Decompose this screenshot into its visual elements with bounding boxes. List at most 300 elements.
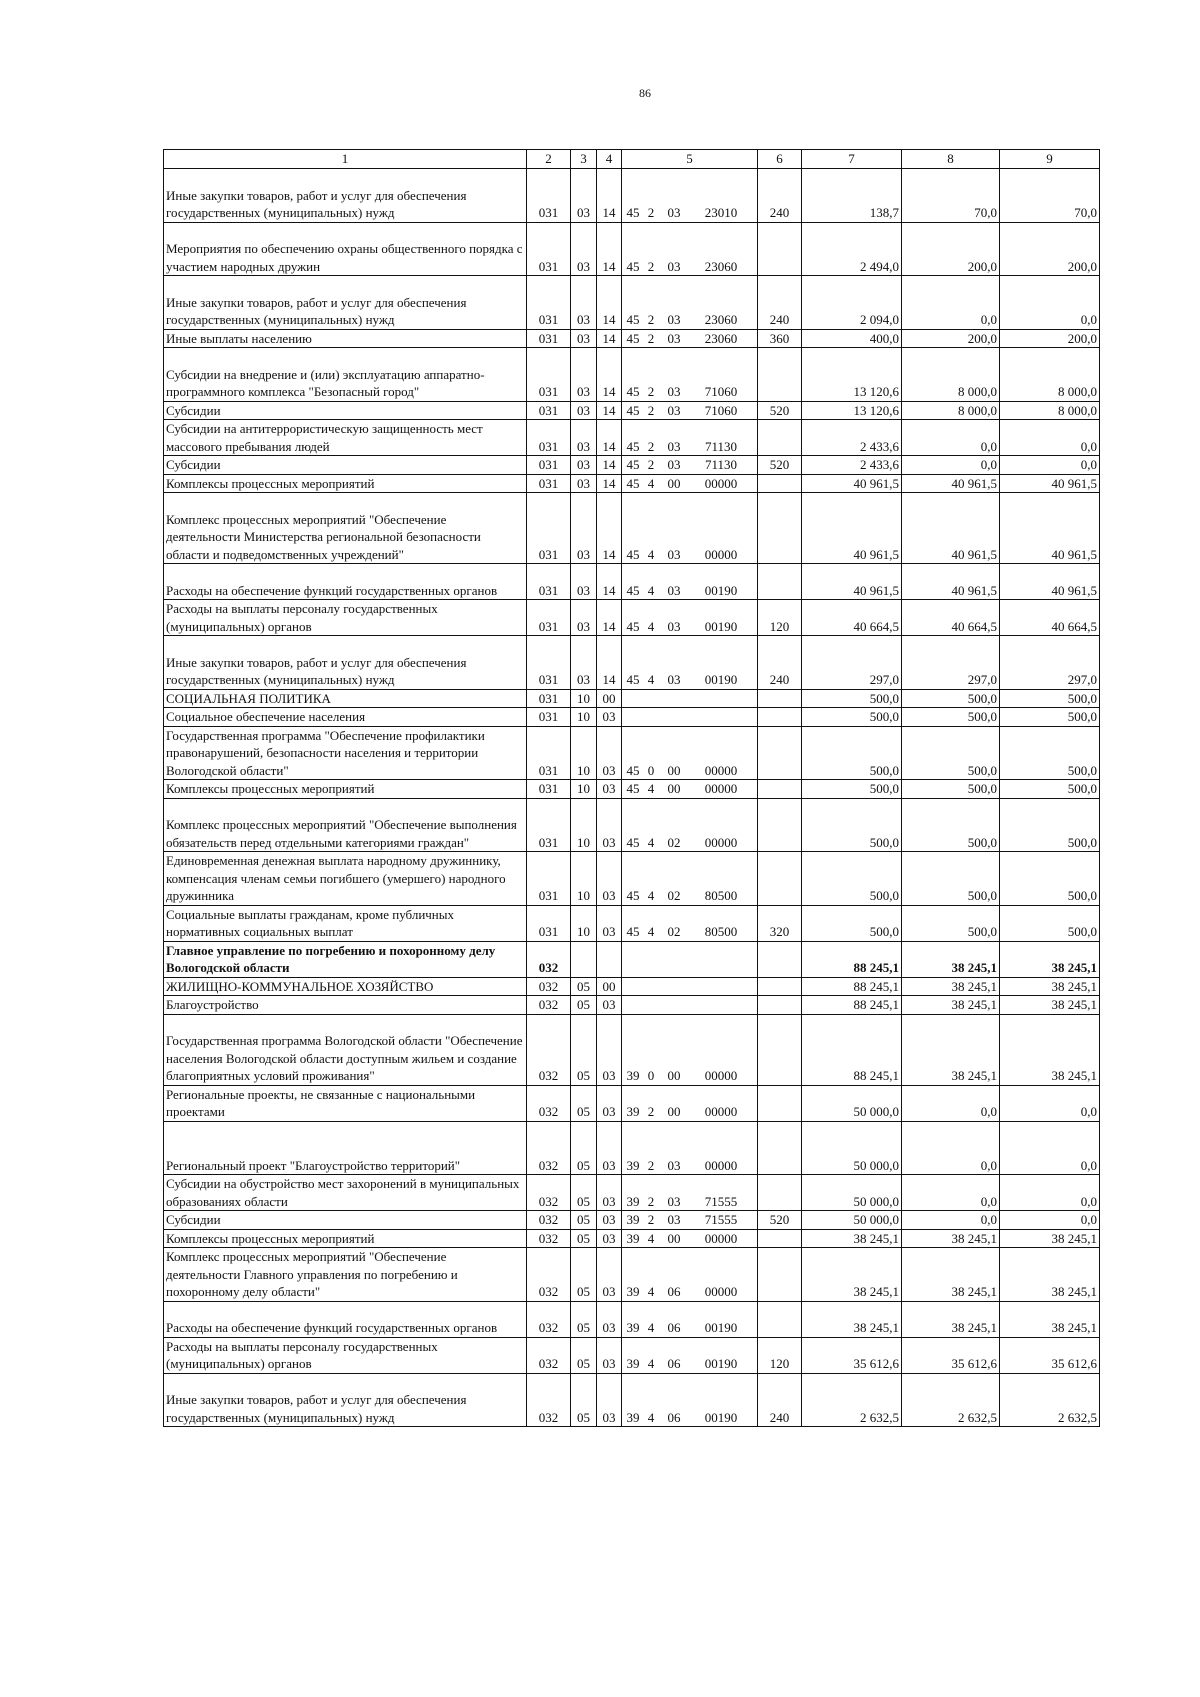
code-expense-type: 240 — [758, 1373, 802, 1427]
code-section: 03 — [571, 169, 597, 223]
amount-col-7: 297,0 — [802, 636, 902, 690]
code-subsection: 03 — [597, 996, 622, 1015]
amount-col-9: 0,0 — [1000, 1085, 1100, 1121]
code-expense-type — [758, 1175, 802, 1211]
target-article-part: 00000 — [704, 546, 738, 562]
code-target-article — [622, 905, 758, 941]
code-section: 03 — [571, 276, 597, 330]
code-ministry: 032 — [527, 1229, 571, 1248]
header-cell: 6 — [758, 150, 802, 169]
table-row — [164, 600, 1100, 636]
amount-col-8: 500,0 — [902, 708, 1000, 727]
target-article-part: 00000 — [704, 1284, 738, 1299]
code-target-article — [622, 996, 758, 1015]
target-article-part: 2 — [647, 312, 655, 327]
target-article-part: 4 — [647, 582, 655, 598]
row-description: Субсидии на антитеррористическую защищенность мест массового пребывания людей — [164, 420, 527, 456]
code-ministry: 032 — [527, 977, 571, 996]
target-article-part: 45 — [626, 205, 640, 220]
header-cell: 7 — [802, 150, 902, 169]
target-article-part: 45 — [626, 258, 640, 274]
code-expense-type — [758, 977, 802, 996]
code-section: 03 — [571, 474, 597, 493]
code-expense-type — [758, 1121, 802, 1175]
target-article-part: 03 — [667, 312, 681, 327]
target-article-part: 23060 — [704, 312, 738, 327]
row-description: Субсидии — [164, 401, 527, 420]
code-target-article — [622, 1373, 758, 1427]
row-description: Единовременная денежная выплата народному дружиннику, компенсация членам семьи погибшего (умершего) народного дружинника — [164, 852, 527, 906]
table-row — [164, 798, 1100, 852]
code-subsection: 00 — [597, 689, 622, 708]
code-section: 10 — [571, 780, 597, 799]
target-article-part: 4 — [647, 1230, 655, 1246]
target-article-part: 00 — [667, 1068, 681, 1083]
amount-col-7: 88 245,1 — [802, 977, 902, 996]
code-subsection: 14 — [597, 348, 622, 402]
code-subsection: 03 — [597, 1121, 622, 1175]
code-ministry: 031 — [527, 456, 571, 475]
code-section — [571, 941, 597, 977]
target-article-part: 2 — [647, 402, 655, 418]
target-article-part: 00 — [667, 1230, 681, 1246]
table-row — [164, 1301, 1100, 1337]
amount-col-9: 500,0 — [1000, 780, 1100, 799]
row-description: Комплекс процессных мероприятий "Обеспечение выполнения обязательств перед отдельными категориями граждан" — [164, 798, 527, 852]
row-description: Государственная программа "Обеспечение профилактики правонарушений, безопасности населения и территории Вологодской области" — [164, 726, 527, 780]
table-row — [164, 169, 1100, 223]
code-expense-type — [758, 708, 802, 727]
target-article-part: 2 — [647, 205, 655, 220]
row-description: Комплекс процессных мероприятий "Обеспечение деятельности Главного управления по погребению и похоронному делу области" — [164, 1248, 527, 1302]
code-target-article — [622, 1121, 758, 1175]
table-row — [164, 1248, 1100, 1302]
target-article-part: 03 — [667, 330, 681, 346]
code-target-article — [622, 1248, 758, 1302]
target-article-part: 0 — [647, 1068, 655, 1083]
code-expense-type — [758, 780, 802, 799]
code-subsection: 14 — [597, 420, 622, 456]
code-target-article — [622, 780, 758, 799]
code-target-article — [622, 564, 758, 600]
target-article-part: 2 — [647, 438, 655, 454]
target-article-part: 00000 — [704, 762, 738, 778]
code-expense-type: 120 — [758, 1337, 802, 1373]
code-ministry: 032 — [527, 1248, 571, 1302]
row-description: Иные закупки товаров, работ и услуг для обеспечения государственных (муниципальных) нужд — [164, 276, 527, 330]
target-article-part: 4 — [647, 834, 655, 850]
amount-col-7: 500,0 — [802, 905, 902, 941]
target-article-part: 39 — [626, 1068, 640, 1083]
table-row — [164, 1211, 1100, 1230]
code-section: 03 — [571, 420, 597, 456]
target-article-part: 4 — [647, 1320, 655, 1335]
amount-col-9: 8 000,0 — [1000, 401, 1100, 420]
row-description: Комплексы процессных мероприятий — [164, 474, 527, 493]
amount-col-8: 500,0 — [902, 780, 1000, 799]
target-article-part: 71555 — [704, 1212, 738, 1227]
target-article-part: 4 — [647, 1356, 655, 1371]
code-target-article — [622, 276, 758, 330]
target-article-part: 00000 — [704, 1230, 738, 1246]
target-article-part: 2 — [647, 1104, 655, 1119]
target-article-part: 03 — [667, 258, 681, 274]
code-ministry: 032 — [527, 1337, 571, 1373]
row-description: Субсидии — [164, 456, 527, 475]
target-article-part: 00000 — [704, 781, 738, 796]
code-target-article — [622, 941, 758, 977]
target-article-part: 39 — [626, 1230, 640, 1246]
code-section: 05 — [571, 1373, 597, 1427]
code-ministry: 031 — [527, 401, 571, 420]
code-subsection: 14 — [597, 600, 622, 636]
target-article-part: 03 — [667, 438, 681, 454]
target-article-part: 2 — [647, 330, 655, 346]
amount-col-8: 38 245,1 — [902, 1301, 1000, 1337]
code-ministry: 031 — [527, 726, 571, 780]
code-section: 05 — [571, 996, 597, 1015]
code-ministry: 031 — [527, 708, 571, 727]
code-expense-type — [758, 996, 802, 1015]
row-description: Социальные выплаты гражданам, кроме публичных нормативных социальных выплат — [164, 905, 527, 941]
amount-col-9: 40 961,5 — [1000, 564, 1100, 600]
table-row — [164, 401, 1100, 420]
code-ministry: 032 — [527, 1014, 571, 1085]
table-row — [164, 708, 1100, 727]
code-target-article — [622, 689, 758, 708]
code-section: 03 — [571, 493, 597, 564]
amount-col-7: 500,0 — [802, 780, 902, 799]
code-subsection: 14 — [597, 169, 622, 223]
target-article-part: 00 — [667, 762, 681, 778]
target-article-part: 23060 — [704, 258, 738, 274]
table-row — [164, 276, 1100, 330]
code-subsection: 03 — [597, 852, 622, 906]
code-ministry: 032 — [527, 941, 571, 977]
amount-col-7: 2 632,5 — [802, 1373, 902, 1427]
code-expense-type — [758, 689, 802, 708]
code-section: 05 — [571, 1248, 597, 1302]
amount-col-9: 38 245,1 — [1000, 941, 1100, 977]
amount-col-9: 500,0 — [1000, 689, 1100, 708]
amount-col-7: 13 120,6 — [802, 348, 902, 402]
amount-col-7: 50 000,0 — [802, 1085, 902, 1121]
target-article-part: 03 — [667, 618, 681, 634]
amount-col-7: 38 245,1 — [802, 1248, 902, 1302]
target-article-part: 45 — [626, 672, 640, 687]
row-description: Расходы на обеспечение функций государственных органов — [164, 564, 527, 600]
target-article-part: 06 — [667, 1356, 681, 1371]
amount-col-7: 500,0 — [802, 726, 902, 780]
code-section: 03 — [571, 456, 597, 475]
amount-col-7: 50 000,0 — [802, 1175, 902, 1211]
row-description: Иные закупки товаров, работ и услуг для обеспечения государственных (муниципальных) нужд — [164, 1373, 527, 1427]
amount-col-8: 40 961,5 — [902, 474, 1000, 493]
code-ministry: 031 — [527, 474, 571, 493]
code-subsection: 03 — [597, 1211, 622, 1230]
amount-col-7: 13 120,6 — [802, 401, 902, 420]
code-ministry: 031 — [527, 420, 571, 456]
code-ministry: 031 — [527, 636, 571, 690]
table-row — [164, 420, 1100, 456]
target-article-part: 0 — [647, 762, 655, 778]
code-expense-type — [758, 941, 802, 977]
target-article-part: 02 — [667, 924, 681, 939]
code-ministry: 031 — [527, 329, 571, 348]
code-expense-type: 240 — [758, 169, 802, 223]
target-article-part: 71130 — [704, 457, 738, 472]
amount-col-8: 200,0 — [902, 329, 1000, 348]
target-article-part: 45 — [626, 924, 640, 939]
target-article-part: 23060 — [704, 330, 738, 346]
amount-col-7: 88 245,1 — [802, 996, 902, 1015]
target-article-part: 45 — [626, 438, 640, 454]
code-target-article — [622, 798, 758, 852]
row-description: Субсидии на обустройство мест захоронений в муниципальных образованиях области — [164, 1175, 527, 1211]
row-description: ЖИЛИЩНО-КОММУНАЛЬНОЕ ХОЗЯЙСТВО — [164, 977, 527, 996]
code-subsection: 03 — [597, 780, 622, 799]
amount-col-8: 38 245,1 — [902, 1014, 1000, 1085]
target-article-part: 39 — [626, 1284, 640, 1299]
amount-col-7: 40 664,5 — [802, 600, 902, 636]
row-description: Региональный проект "Благоустройство территорий" — [164, 1121, 527, 1175]
header-cell: 8 — [902, 150, 1000, 169]
target-article-part: 39 — [626, 1104, 640, 1119]
table-row — [164, 348, 1100, 402]
table-row — [164, 1175, 1100, 1211]
row-description: Главное управление по погребению и похоронному делу Вологодской области — [164, 941, 527, 977]
target-article-part: 4 — [647, 546, 655, 562]
code-section: 03 — [571, 564, 597, 600]
code-subsection: 03 — [597, 1301, 622, 1337]
header-cell: 5 — [622, 150, 758, 169]
code-subsection: 14 — [597, 222, 622, 276]
table-row — [164, 941, 1100, 977]
code-section: 05 — [571, 977, 597, 996]
amount-col-9: 70,0 — [1000, 169, 1100, 223]
amount-col-7: 88 245,1 — [802, 1014, 902, 1085]
code-section: 05 — [571, 1229, 597, 1248]
amount-col-9: 0,0 — [1000, 1211, 1100, 1230]
amount-col-9: 38 245,1 — [1000, 996, 1100, 1015]
code-ministry: 031 — [527, 689, 571, 708]
row-description: Благоустройство — [164, 996, 527, 1015]
target-article-part: 2 — [647, 457, 655, 472]
target-article-part: 71130 — [704, 438, 738, 454]
header-cell: 4 — [597, 150, 622, 169]
code-expense-type: 520 — [758, 456, 802, 475]
amount-col-7: 40 961,5 — [802, 493, 902, 564]
code-expense-type — [758, 420, 802, 456]
code-target-article — [622, 456, 758, 475]
amount-col-9: 200,0 — [1000, 222, 1100, 276]
code-section: 05 — [571, 1211, 597, 1230]
amount-col-8: 500,0 — [902, 798, 1000, 852]
budget-table — [163, 149, 1100, 1427]
table-row — [164, 1337, 1100, 1373]
amount-col-8: 38 245,1 — [902, 1229, 1000, 1248]
code-expense-type — [758, 348, 802, 402]
code-target-article — [622, 726, 758, 780]
table-row — [164, 329, 1100, 348]
target-article-part: 00000 — [704, 475, 738, 491]
amount-col-7: 40 961,5 — [802, 474, 902, 493]
row-description: Иные закупки товаров, работ и услуг для обеспечения государственных (муниципальных) нужд — [164, 169, 527, 223]
target-article-part: 03 — [667, 582, 681, 598]
target-article-part: 45 — [626, 312, 640, 327]
code-ministry: 032 — [527, 1211, 571, 1230]
row-description: Мероприятия по обеспечению охраны общественного порядка с участием народных дружин — [164, 222, 527, 276]
target-article-part: 39 — [626, 1193, 640, 1209]
amount-col-9: 35 612,6 — [1000, 1337, 1100, 1373]
code-subsection — [597, 941, 622, 977]
target-article-part: 39 — [626, 1409, 640, 1425]
target-article-part: 00 — [667, 1104, 681, 1119]
target-article-part: 39 — [626, 1320, 640, 1335]
amount-col-8: 500,0 — [902, 852, 1000, 906]
target-article-part: 4 — [647, 781, 655, 796]
code-ministry: 032 — [527, 1121, 571, 1175]
code-expense-type — [758, 1229, 802, 1248]
code-target-article — [622, 1175, 758, 1211]
code-expense-type — [758, 726, 802, 780]
code-section: 10 — [571, 798, 597, 852]
target-article-part: 2 — [647, 1212, 655, 1227]
row-description: Социальное обеспечение населения — [164, 708, 527, 727]
row-description: Расходы на обеспечение функций государственных органов — [164, 1301, 527, 1337]
target-article-part: 4 — [647, 924, 655, 939]
target-article-part: 00 — [667, 781, 681, 796]
code-expense-type — [758, 222, 802, 276]
code-target-article — [622, 1229, 758, 1248]
code-expense-type: 320 — [758, 905, 802, 941]
table-row — [164, 1014, 1100, 1085]
amount-col-9: 38 245,1 — [1000, 1248, 1100, 1302]
code-section: 05 — [571, 1301, 597, 1337]
code-ministry: 032 — [527, 996, 571, 1015]
amount-col-8: 38 245,1 — [902, 941, 1000, 977]
target-article-part: 00190 — [704, 1320, 738, 1335]
amount-col-7: 88 245,1 — [802, 941, 902, 977]
amount-col-7: 2 433,6 — [802, 456, 902, 475]
code-expense-type: 520 — [758, 1211, 802, 1230]
target-article-part: 00000 — [704, 834, 738, 850]
amount-col-8: 0,0 — [902, 1121, 1000, 1175]
target-article-part: 03 — [667, 402, 681, 418]
target-article-part: 45 — [626, 475, 640, 491]
code-expense-type — [758, 1085, 802, 1121]
code-target-article — [622, 600, 758, 636]
target-article-part: 80500 — [704, 924, 738, 939]
row-description: Комплексы процессных мероприятий — [164, 780, 527, 799]
code-subsection: 03 — [597, 1175, 622, 1211]
amount-col-8: 0,0 — [902, 1085, 1000, 1121]
code-ministry: 031 — [527, 798, 571, 852]
target-article-part: 00190 — [704, 1356, 738, 1371]
code-ministry: 031 — [527, 780, 571, 799]
amount-col-8: 40 961,5 — [902, 493, 1000, 564]
amount-col-9: 0,0 — [1000, 456, 1100, 475]
code-section: 05 — [571, 1085, 597, 1121]
target-article-part: 2 — [647, 384, 655, 399]
code-subsection: 14 — [597, 493, 622, 564]
target-article-part: 4 — [647, 475, 655, 491]
amount-col-9: 500,0 — [1000, 708, 1100, 727]
table-row — [164, 456, 1100, 475]
code-subsection: 03 — [597, 1014, 622, 1085]
target-article-part: 45 — [626, 762, 640, 778]
target-article-part: 80500 — [704, 888, 738, 903]
table-row — [164, 474, 1100, 493]
target-article-part: 4 — [647, 1284, 655, 1299]
code-subsection: 14 — [597, 564, 622, 600]
amount-col-8: 35 612,6 — [902, 1337, 1000, 1373]
amount-col-9: 38 245,1 — [1000, 1301, 1100, 1337]
target-article-part: 4 — [647, 672, 655, 687]
amount-col-8: 500,0 — [902, 726, 1000, 780]
target-article-part: 03 — [667, 384, 681, 399]
code-subsection: 03 — [597, 905, 622, 941]
code-section: 03 — [571, 401, 597, 420]
header-row — [164, 150, 1100, 169]
code-expense-type — [758, 852, 802, 906]
amount-col-8: 8 000,0 — [902, 348, 1000, 402]
target-article-part: 03 — [667, 1212, 681, 1227]
table-row — [164, 905, 1100, 941]
target-article-part: 45 — [626, 888, 640, 903]
target-article-part: 00000 — [704, 1157, 738, 1173]
target-article-part: 45 — [626, 402, 640, 418]
code-expense-type: 360 — [758, 329, 802, 348]
target-article-part: 71060 — [704, 402, 738, 418]
table-row — [164, 780, 1100, 799]
amount-col-8: 297,0 — [902, 636, 1000, 690]
target-article-part: 03 — [667, 672, 681, 687]
target-article-part: 39 — [626, 1356, 640, 1371]
table-row — [164, 852, 1100, 906]
code-expense-type — [758, 1301, 802, 1337]
table-row — [164, 1121, 1100, 1175]
target-article-part: 39 — [626, 1157, 640, 1173]
amount-col-8: 200,0 — [902, 222, 1000, 276]
code-target-article — [622, 493, 758, 564]
amount-col-9: 200,0 — [1000, 329, 1100, 348]
code-expense-type — [758, 1248, 802, 1302]
code-ministry: 031 — [527, 905, 571, 941]
target-article-part: 45 — [626, 834, 640, 850]
code-subsection: 03 — [597, 1337, 622, 1373]
code-ministry: 032 — [527, 1301, 571, 1337]
target-article-part: 45 — [626, 457, 640, 472]
header-cell: 1 — [164, 150, 527, 169]
code-ministry: 032 — [527, 1085, 571, 1121]
code-section: 05 — [571, 1121, 597, 1175]
amount-col-8: 2 632,5 — [902, 1373, 1000, 1427]
row-description: Государственная программа Вологодской области "Обеспечение населения Вологодской области доступным жильем и создание благоприятных условий проживания" — [164, 1014, 527, 1085]
code-target-article — [622, 329, 758, 348]
target-article-part: 2 — [647, 1193, 655, 1209]
amount-col-7: 50 000,0 — [802, 1121, 902, 1175]
target-article-part: 4 — [647, 618, 655, 634]
amount-col-9: 38 245,1 — [1000, 1014, 1100, 1085]
target-article-part: 71555 — [704, 1193, 738, 1209]
amount-col-8: 0,0 — [902, 420, 1000, 456]
amount-col-7: 50 000,0 — [802, 1211, 902, 1230]
code-section: 10 — [571, 708, 597, 727]
target-article-part: 06 — [667, 1320, 681, 1335]
code-expense-type — [758, 564, 802, 600]
amount-col-8: 38 245,1 — [902, 977, 1000, 996]
